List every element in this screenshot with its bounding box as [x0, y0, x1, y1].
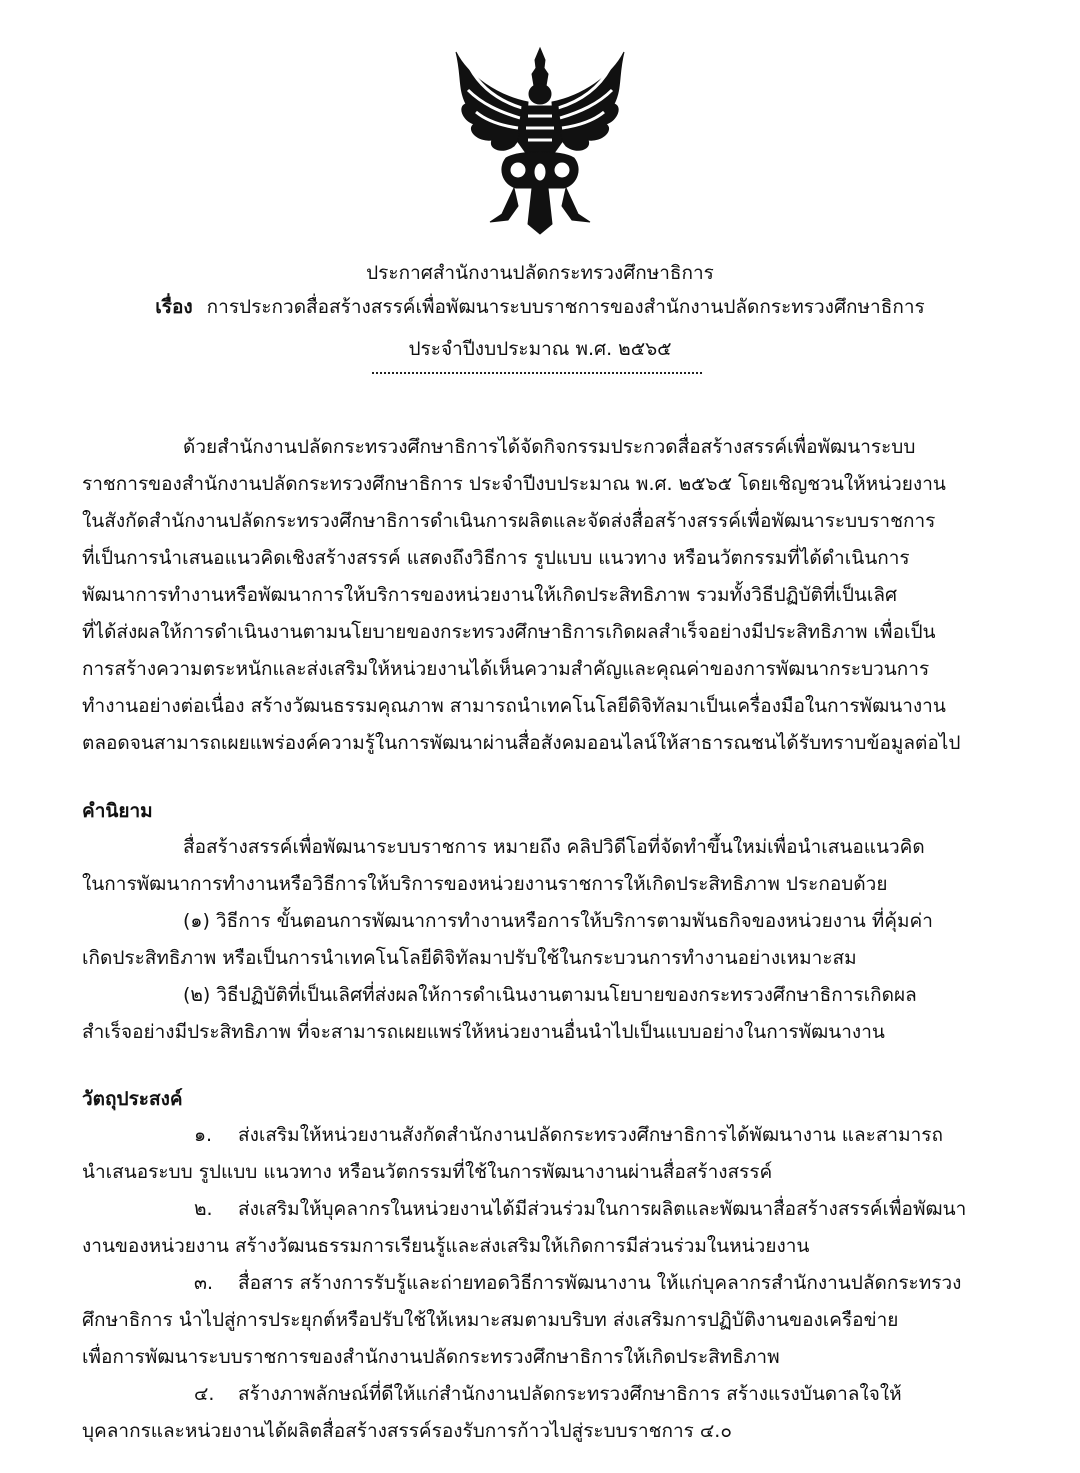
dotted-divider	[372, 372, 702, 374]
objective-line: เพื่อการพัฒนาระบบราชการของสำนักงานปลัดกระทรวงศึกษาธิการให้เกิดประสิทธิภาพ	[82, 1346, 780, 1368]
objective-line: นำเสนอระบบ รูปแบบ แนวทาง หรือนวัตกรรมที่ใช้ในการพัฒนางานผ่านสื่อสร้างสรรค์	[82, 1161, 773, 1183]
announcement-title: ประกาศสำนักงานปลัดกระทรวงศึกษาธิการ	[366, 262, 714, 284]
objective-item	[194, 1268, 1002, 1298]
garuda-emblem-icon	[448, 46, 632, 236]
announcement-subject	[0, 292, 1080, 322]
intro-line: ที่เป็นการนำเสนอแนวคิดเชิงสร้างสรรค์ แสดงถึงวิธีการ รูปแบบ แนวทาง หรือนวัตกรรมที่ได้ดำเนินการ	[82, 547, 910, 569]
objective-item	[194, 1120, 1002, 1150]
objective-text: ส่งเสริมให้บุคลากรในหน่วยงานได้มีส่วนร่วมในการผลิตและพัฒนาสื่อสร้างสรรค์เพื่อพัฒนา	[238, 1198, 967, 1220]
intro-line: ในสังกัดสำนักงานปลัดกระทรวงศึกษาธิการดำเนินการผลิตและจัดส่งสื่อสร้างสรรค์เพื่อพัฒนาระบบราชการ	[82, 510, 936, 532]
intro-line: ที่ได้ส่งผลให้การดำเนินงานตามนโยบายของกระทรวงศึกษาธิการเกิดผลสำเร็จอย่างมีประสิทธิภาพ เพื่อเป็น	[82, 621, 936, 643]
objective-number: ๑.	[194, 1124, 213, 1146]
objective-number: ๓.	[194, 1272, 214, 1294]
subject-label: เรื่อง	[155, 296, 193, 318]
definition-line: สื่อสร้างสรรค์เพื่อพัฒนาระบบราชการ หมายถึง คลิปวิดีโอที่จัดทำขึ้นใหม่เพื่อนำเสนอแนวคิด	[183, 836, 925, 858]
intro-line: ด้วยสำนักงานปลัดกระทรวงศึกษาธิการได้จัดกิจกรรมประกวดสื่อสร้างสรรค์เพื่อพัฒนาระบบ	[183, 436, 916, 458]
objective-text: สร้างภาพลักษณ์ที่ดีให้แก่สำนักงานปลัดกระทรวงศึกษาธิการ สร้างแรงบันดาลใจให้	[238, 1383, 902, 1405]
definition-line: ในการพัฒนาการทำงานหรือวิธีการให้บริการของหน่วยงานราชการให้เกิดประสิทธิภาพ ประกอบด้วย	[82, 873, 888, 895]
fiscal-year: ประจำปีงบประมาณ พ.ศ. ๒๕๖๕	[408, 338, 672, 360]
objective-line: งานของหน่วยงาน สร้างวัฒนธรรมการเรียนรู้และส่งเสริมให้เกิดการมีส่วนร่วมในหน่วยงาน	[82, 1235, 810, 1257]
intro-line: พัฒนาการทำงานหรือพัฒนาการให้บริการของหน่วยงานให้เกิดประสิทธิภาพ รวมทั้งวิธีปฏิบัติที่เป็นเลิศ	[82, 584, 898, 606]
definition-item: (๒) วิธีปฏิบัติที่เป็นเลิศที่ส่งผลให้การดำเนินงานตามนโยบายของกระทรวงศึกษาธิการเกิดผล	[183, 984, 917, 1006]
objective-number: ๒.	[194, 1198, 213, 1220]
subject-text: การประกวดสื่อสร้างสรรค์เพื่อพัฒนาระบบราชการของสำนักงานปลัดกระทรวงศึกษาธิการ	[206, 296, 925, 318]
objective-text: ส่งเสริมให้หน่วยงานสังกัดสำนักงานปลัดกระทรวงศึกษาธิการได้พัฒนางาน และสามารถ	[238, 1124, 943, 1146]
definition-item: (๑) วิธีการ ขั้นตอนการพัฒนาการทำงานหรือการให้บริการตามพันธกิจของหน่วยงาน ที่คุ้มค่า	[183, 910, 933, 932]
objective-line: บุคลากรและหน่วยงานได้ผลิตสื่อสร้างสรรค์รองรับการก้าวไปสู่ระบบราชการ ๔.๐	[82, 1420, 732, 1442]
intro-line: การสร้างความตระหนักและส่งเสริมให้หน่วยงานได้เห็นความสำคัญและคุณค่าของการพัฒนากระบวนการ	[82, 658, 930, 680]
intro-line: ราชการของสำนักงานปลัดกระทรวงศึกษาธิการ ประจำปีงบประมาณ พ.ศ. ๒๕๖๕ โดยเชิญชวนให้หน่วยงาน	[82, 473, 946, 495]
objective-item	[194, 1379, 1002, 1409]
objective-number: ๔.	[194, 1383, 215, 1405]
intro-line: ทำงานอย่างต่อเนื่อง สร้างวัฒนธรรมคุณภาพ สามารถนำเทคโนโลยีดิจิทัลมาเป็นเครื่องมือในการพัฒนางาน	[82, 695, 946, 717]
objectives-heading: วัตถุประสงค์	[82, 1088, 183, 1110]
objective-item	[194, 1194, 1002, 1224]
objective-line: ศึกษาธิการ นำไปสู่การประยุกต์หรือปรับใช้ให้เหมาะสมตามบริบท ส่งเสริมการปฏิบัติงานของเครือข่าย	[82, 1309, 899, 1331]
objective-text: สื่อสาร สร้างการรับรู้และถ่ายทอดวิธีการพัฒนางาน ให้แก่บุคลากรสำนักงานปลัดกระทรวง	[238, 1272, 962, 1294]
definition-line: เกิดประสิทธิภาพ หรือเป็นการนำเทคโนโลยีดิจิทัลมาปรับใช้ในกระบวนการทำงานอย่างเหมาะสม	[82, 947, 857, 969]
definition-heading: คำนิยาม	[82, 800, 153, 822]
intro-line: ตลอดจนสามารถเผยแพร่องค์ความรู้ในการพัฒนาผ่านสื่อสังคมออนไลน์ให้สาธารณชนได้รับทราบข้อมูลต่อไป	[82, 732, 961, 754]
definition-line: สำเร็จอย่างมีประสิทธิภาพ ที่จะสามารถเผยแพร่ให้หน่วยงานอื่นนำไปเป็นแบบอย่างในการพัฒนางาน	[82, 1021, 885, 1043]
